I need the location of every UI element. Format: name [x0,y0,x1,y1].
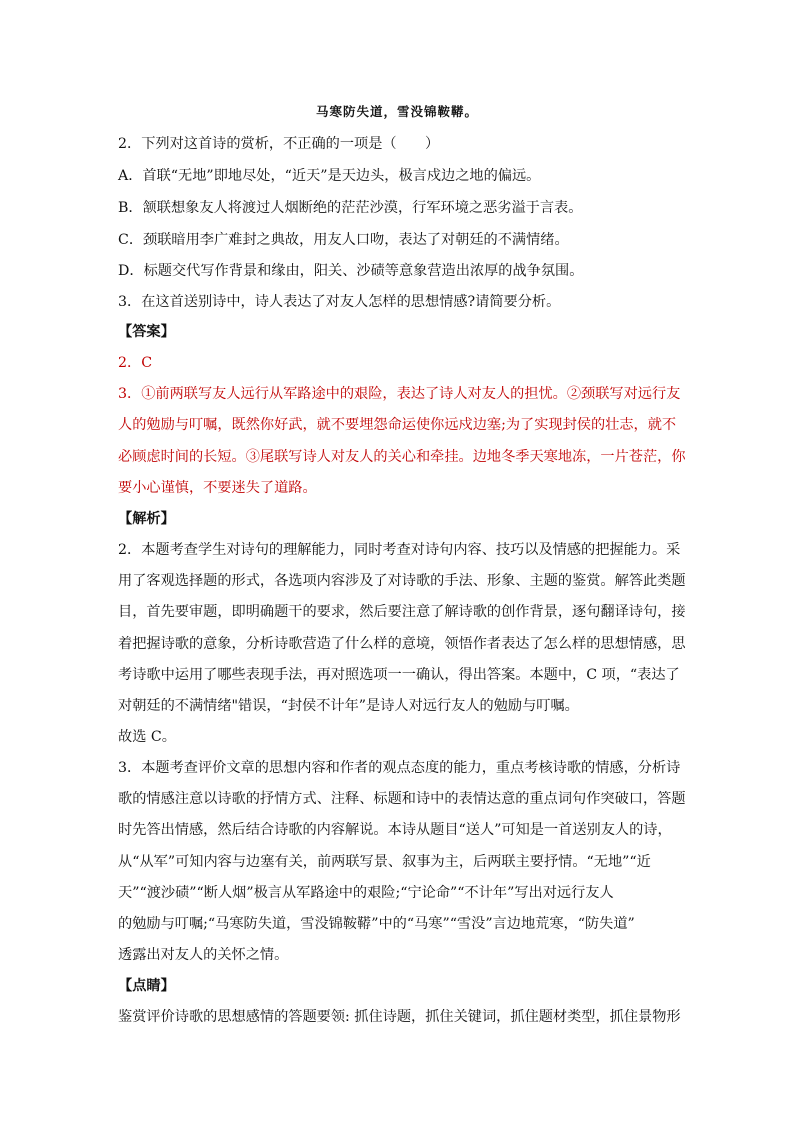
answer-2: 2．C [118,355,153,371]
answer-3-line: 必顾虑时间的长短。③尾联写诗人对友人的关心和牵挂。边地冬季天寒地冻，一片苍茫，你 [118,449,686,465]
analysis-3-line: 时先答出情感，然后结合诗歌的内容解说。本诗从题目“送人”可知是一首送别友人的诗， [118,822,672,838]
analysis-3-line: 天”“渡沙碛”“断人烟”极言从军路途中的艰险;“宁论命”“不计年”写出对远行友人 [118,885,614,901]
analysis-3-line: 从“从军”可知内容与边塞有关，前两联写景、叙事为主，后两联主要抒情。“无地”“近 [118,854,651,870]
analysis-2-line: 着把握诗歌的意象，分析诗歌营造了什么样的意境，领悟作者表达了怎么样的思想情感，思 [118,636,686,652]
option-a: A．首联“无地”即地尽处，“近天”是天边头，极言戍边之地的偏远。 [118,168,541,184]
option-c: C．颈联暗用李广难封之典故，用友人口吻，表达了对朝廷的不满情绪。 [118,232,569,248]
answer-3-line: 人的勉励与叮嘱，既然你好武，就不要埋怨命运使你远戍边塞;为了实现封侯的壮志，就不 [118,417,677,433]
tip-heading: 【点睛】 [118,978,175,994]
analysis-2-line: 目，首先要审题，即明确题干的要求，然后要注意了解诗歌的创作背景，逐句翻译诗句，接 [118,604,686,620]
analysis-2-line: 用了客观选择题的形式，各选项内容涉及了对诗歌的手法、形象、主题的鉴赏。解答此类题 [118,573,686,589]
analysis-3-line: 3．本题考查评价文章的思想内容和作者的观点态度的能力，重点考核诗歌的情感，分析诗 [118,760,681,776]
answer-heading: 【答案】 [118,324,175,340]
analysis-2-line: 考诗歌中运用了哪些表现手法，再对照选项一一确认，得出答案。本题中，C 项，“表达了 [118,667,680,683]
question-2: 2．下列对这首诗的赏析，不正确的一项是（ ） [118,136,440,152]
analysis-conclusion: 故选 C。 [118,729,176,745]
analysis-3-line: 歌的情感注意以诗歌的抒情方式、注释、标题和诗中的表情达意的重点词句作突破口，答题 [118,791,686,807]
answer-3-line: 要小心谨慎，不要迷失了道路。 [118,480,317,496]
question-3: 3．在这首送别诗中，诗人表达了对友人怎样的思想情感?请简要分析。 [118,294,561,310]
poem-line: 马寒防失道，雪没锦鞍鞯。 [315,104,478,119]
option-b: B．颔联想象友人将渡过人烟断绝的茫茫沙漠，行军环境之恶劣溢于言表。 [118,200,583,216]
analysis-2-line: 对朝廷的不满情绪"错误，“封侯不计年”是诗人对远行友人的勉励与叮嘱。 [118,698,579,714]
analysis-2-line: 2．本题考查学生对诗句的理解能力，同时考查对诗句内容、技巧以及情感的把握能力。采 [118,542,681,558]
analysis-3-line: 透露出对友人的关怀之情。 [118,947,289,963]
tip-line: 鉴赏评价诗歌的思想感情的答题要领: 抓住诗题，抓住关键词，抓住题材类型，抓住景物形 [118,1009,681,1025]
analysis-3-line: 的勉励与叮嘱;“马寒防失道，雪没锦鞍鞯”中的“马寒”“雪没”言边地荒寒，“防失道” [118,916,635,932]
option-d: D．标题交代写作背景和缘由，阳关、沙碛等意象营造出浓厚的战争氛围。 [118,263,584,279]
answer-3-line: 3．①前两联写友人远行从军路途中的艰险，表达了诗人对友人的担忧。②颈联写对远行友 [118,386,681,402]
analysis-heading: 【解析】 [118,511,175,527]
